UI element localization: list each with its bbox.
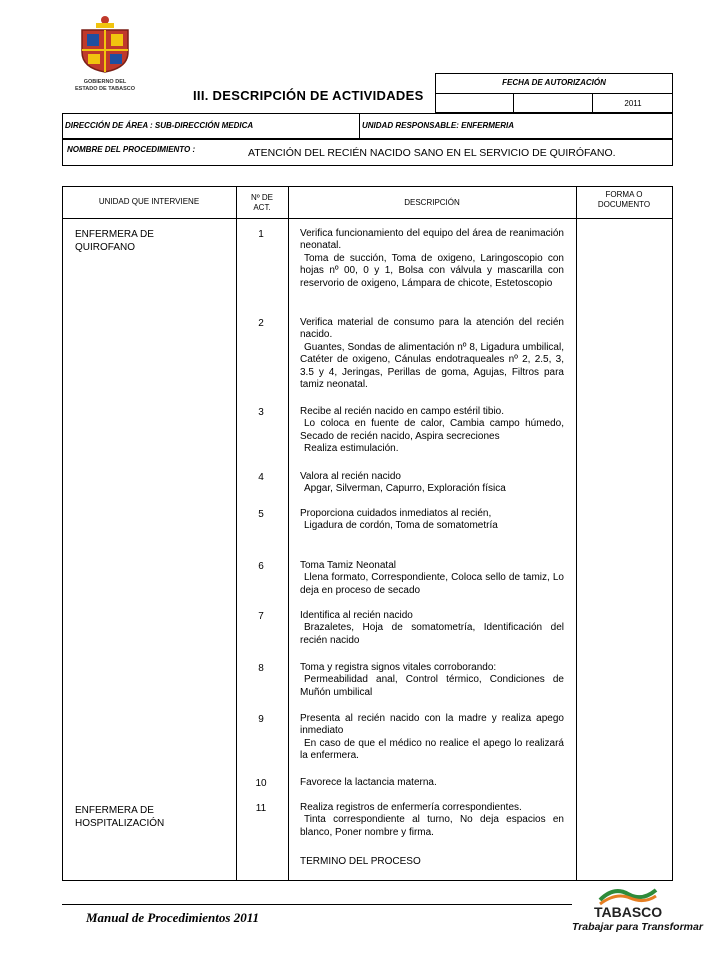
page-title: III. DESCRIPCIÓN DE ACTIVIDADES — [193, 88, 424, 103]
direccion-area: DIRECCIÓN DE ÁREA : SUB-DIRECCIÓN MEDICA — [65, 121, 254, 130]
step-num: 4 — [258, 472, 264, 483]
step-description — [300, 406, 564, 456]
wave-icon — [598, 884, 658, 906]
header-forma: FORMA O DOCUMENTO — [597, 190, 651, 209]
step-head: Presenta al recién nacido con la madre y realiza apego inmediato — [300, 713, 564, 737]
step-num: 8 — [258, 663, 264, 674]
step-description — [300, 560, 564, 597]
step-num: 5 — [258, 509, 264, 520]
step-detail: Brazaletes, Hoja de somatometría, Identificación del recién nacido — [300, 622, 564, 646]
step-num: 3 — [258, 407, 264, 418]
header-unidad: UNIDAD QUE INTERVIENE — [98, 197, 200, 206]
step-description — [300, 713, 564, 763]
step-head: Verifica material de consumo para la atención del recién nacido. — [300, 317, 564, 341]
step-head: Recibe al recién nacido en campo estéril tibio. — [300, 406, 504, 417]
step-head: Toma y registra signos vitales corroborando: — [300, 662, 497, 673]
step-detail: Realiza estimulación. — [304, 443, 399, 455]
step-head: Toma Tamiz Neonatal — [300, 560, 396, 571]
step-detail: En caso de que el médico no realice el apego lo realizará la enfermera. — [300, 737, 564, 762]
step-description — [300, 777, 564, 789]
coat-of-arms-icon — [74, 12, 136, 74]
step-detail: Apgar, Silverman, Capurro, Exploración física — [304, 483, 506, 495]
step-description — [300, 802, 564, 839]
step-num: 9 — [258, 714, 264, 725]
tabasco-brand-logo — [572, 884, 703, 944]
step-num: 2 — [258, 318, 264, 329]
step-description — [300, 471, 564, 496]
step-detail: Lo coloca en fuente de calor, Cambia campo húmedo, Secado de recién nacido, Aspira secreciones — [300, 418, 564, 442]
step-detail: Guantes, Sondas de alimentación nº 8, Ligadura umbilical, Catéter de oxigeno, Cánulas endotraqueales nº 2, 2.5, 3, 3.5 y 4, Jeringas, Perillas de goma, Agujas, Filtros para tamiz neonatal. — [300, 341, 564, 391]
state-logo — [74, 12, 136, 96]
step-head: Proporciona cuidados inmediatos al recién, — [300, 508, 492, 519]
step-head: Identifica al recién nacido — [300, 610, 413, 621]
fecha-label: FECHA DE AUTORIZACIÓN — [502, 78, 606, 87]
fecha-year: 2011 — [624, 99, 642, 108]
step-detail: Ligadura de cordón, Toma de somatometría — [304, 520, 498, 532]
logo-text: GOBIERNO DEL ESTADO DE TABASCO — [75, 79, 135, 92]
step-detail: Toma de succión, Toma de oxigeno, Laringoscopio con hojas nº 00, 0 y 1, Bolsa con válvula y mascarilla con reservorio de oxigeno, Lámpara de chicote, Estetoscopio — [300, 252, 564, 289]
step-head: Valora al recién nacido — [300, 471, 401, 482]
end-process: TERMINO DEL PROCESO — [300, 856, 421, 867]
procedimiento-label: NOMBRE DEL PROCEDIMIENTO : — [67, 145, 196, 154]
step-num: 7 — [258, 611, 264, 622]
step-detail: Llena formato, Correspondiente, Coloca sello de tamiz, Lo deja en proceso de secado — [300, 572, 564, 596]
step-head: Realiza registros de enfermería correspondientes. — [300, 802, 522, 813]
step-description — [300, 610, 564, 647]
manual-footer: Manual de Procedimientos 2011 — [86, 910, 259, 925]
procedimiento-value: ATENCIÓN DEL RECIÉN NACIDO SANO EN EL SERVICIO DE QUIRÓFANO. — [248, 147, 616, 159]
step-description — [300, 662, 564, 699]
step-head: Verifica funcionamiento del equipo del área de reanimación neonatal. — [300, 228, 564, 252]
brand-name: TABASCO — [594, 904, 663, 920]
step-detail: Permeabilidad anal, Control térmico, Condiciones de Muñón umbilical — [300, 674, 564, 698]
step-detail: Tinta correspondiente al turno, No deja espacios en blanco, Poner nombre y firma. — [300, 814, 564, 838]
step-description — [300, 317, 564, 391]
step-description — [300, 228, 564, 290]
header-descripcion: DESCRIPCIÓN — [404, 198, 460, 207]
step-num: 1 — [258, 229, 264, 240]
brand-slogan: Trabajar para Transformar — [572, 921, 703, 933]
unit-quirofano: ENFERMERA DE QUIROFANO — [75, 229, 154, 253]
unit-hospitalizacion: ENFERMERA DE HOSPITALIZACIÓN — [75, 805, 165, 829]
unidad-responsable: UNIDAD RESPONSABLE: ENFERMERIA — [362, 121, 515, 130]
step-num: 10 — [255, 778, 267, 789]
step-description — [300, 508, 564, 533]
step-num: 11 — [255, 803, 267, 814]
header-num: Nº DE ACT. — [250, 193, 274, 212]
step-head: Favorece la lactancia materna. — [300, 777, 437, 788]
step-num: 6 — [258, 561, 264, 572]
